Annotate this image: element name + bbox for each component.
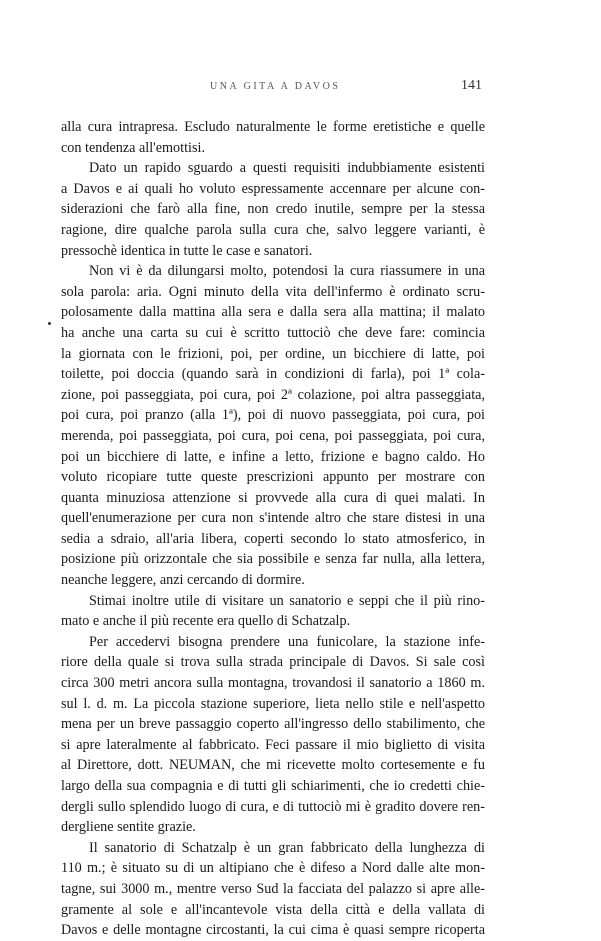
text-line: 110 m.; è situato su di un altipiano che è difeso a Nord dalle alte mon- xyxy=(61,860,485,877)
text-line: zione, poi passeggiata, poi cura, poi 2ª colazione, poi altra passeggiata, xyxy=(61,386,485,403)
text-line: Per accedervi bisogna prendere una funicolare, la stazione infe- xyxy=(89,633,485,650)
text-line: Non vi è da dilungarsi molto, potendosi la cura riassumere in una xyxy=(89,263,485,280)
text-line: voluto ricopiare tutte queste prescrizioni appunto per mostrare con xyxy=(61,469,485,486)
text-line: sul l. d. m. La piccola stazione superiore, lieta nello stile e nell'aspetto xyxy=(61,695,485,712)
text-line: si apre lateralmente al fabbricato. Feci passare il mio biglietto di visita xyxy=(61,736,485,753)
page-number: 141 xyxy=(461,78,482,93)
text-line: dergliene sentite grazie. xyxy=(61,819,196,836)
text-line: ragione, dire qualche parola sulla cura che, salvo leggere varianti, è xyxy=(61,221,485,238)
text-line: toilette, poi doccia (quando sarà in condizioni di farla), poi 1ª cola- xyxy=(61,366,485,383)
text-line: tagne, sui 3000 m., mentre verso Sud la facciata del palazzo si apre alle- xyxy=(61,880,485,897)
text-line: quanta minuziosa attenzione si provvede alla cura di quei malati. In xyxy=(61,489,485,506)
text-line: Dato un rapido sguardo a questi requisiti indubbiamente esistenti xyxy=(89,160,485,177)
text-line: posizione più orizzontale che sia possibile e senza far nulla, alla lettera, xyxy=(61,551,485,568)
text-line: Il sanatorio di Schatzalp è un gran fabbricato della lunghezza di xyxy=(89,839,485,856)
margin-mark xyxy=(48,322,51,325)
running-head: UNA GITA A DAVOS xyxy=(210,81,341,92)
text-line: sedia a sdraio, all'aria libera, coperti secondo lo stato atmosferico, in xyxy=(61,530,485,547)
text-line: mato e anche il più recente era quello di Schatzalp. xyxy=(61,613,351,630)
text-line: quell'enumerazione per cura non s'intende altro che stare distesi in una xyxy=(61,510,485,527)
text-line: a Davos e ai quali ho voluto espressamente accennare per alcune con- xyxy=(61,180,485,197)
body-text xyxy=(61,117,485,941)
text-line: polosamente dalla mattina alla sera e dalla sera alla mattina; il malato xyxy=(61,304,485,321)
text-line: largo della sua compagnia e di tutti gli schiarimenti, che io credetti chie- xyxy=(61,778,485,794)
text-line: alla cura intrapresa. Escludo naturalmente le forme eretistiche e quelle xyxy=(61,119,485,135)
text-line: Stimai inoltre utile di visitare un sanatorio e seppi che il più rino- xyxy=(89,592,485,609)
text-line: Davos e delle montagne circostanti, la cui cima è quasi sempre ricoperta xyxy=(61,922,485,939)
text-line: ha anche una carta su cui è scritto tuttociò che deve fare: comincia xyxy=(61,324,485,341)
text-line: mena per un breve passaggio coperto all'ingresso dello stabilimento, che xyxy=(61,716,485,733)
text-line: poi cura, poi pranzo (alla 1ª), poi di nuovo passeggiata, poi cura, poi xyxy=(61,407,485,424)
text-line: al Direttore, dott. NEUMAN, che mi ricevette molto cortesemente e fu xyxy=(61,757,485,774)
text-line: riore della quale si trova sulla strada principale di Davos. Si sale così xyxy=(61,654,485,671)
text-line: con tendenza all'emottisi. xyxy=(61,139,205,156)
text-line: la giornata con le frizioni, poi, per ordine, un bicchiere di latte, poi xyxy=(61,345,485,362)
text-line: sola parola: aria. Ogni minuto della vita dell'infermo è ordinato scru- xyxy=(61,283,485,300)
text-line: pressochè identica in tutte le case e sanatori. xyxy=(61,242,313,259)
text-line: neanche leggere, anzi cercando di dormire. xyxy=(61,572,305,589)
text-line: circa 300 metri ancora sulla montagna, trovandosi il sanatorio a 1860 m. xyxy=(61,675,485,692)
text-line: merenda, poi passeggiata, poi cura, poi cena, poi passeggiata, poi cura, xyxy=(61,427,485,444)
text-line: dergli sullo splendido luogo di cura, e di tuttociò mi è gradito dovere ren- xyxy=(61,798,485,815)
text-line: poi un bicchiere di latte, e infine a letto, frizione e bagno caldo. Ho xyxy=(61,448,485,465)
text-line: siderazioni che farò alla fine, non credo inutile, sempre per la stessa xyxy=(61,201,485,218)
text-line: gramente al sole e all'incantevole vista della città e della vallata di xyxy=(61,901,485,918)
